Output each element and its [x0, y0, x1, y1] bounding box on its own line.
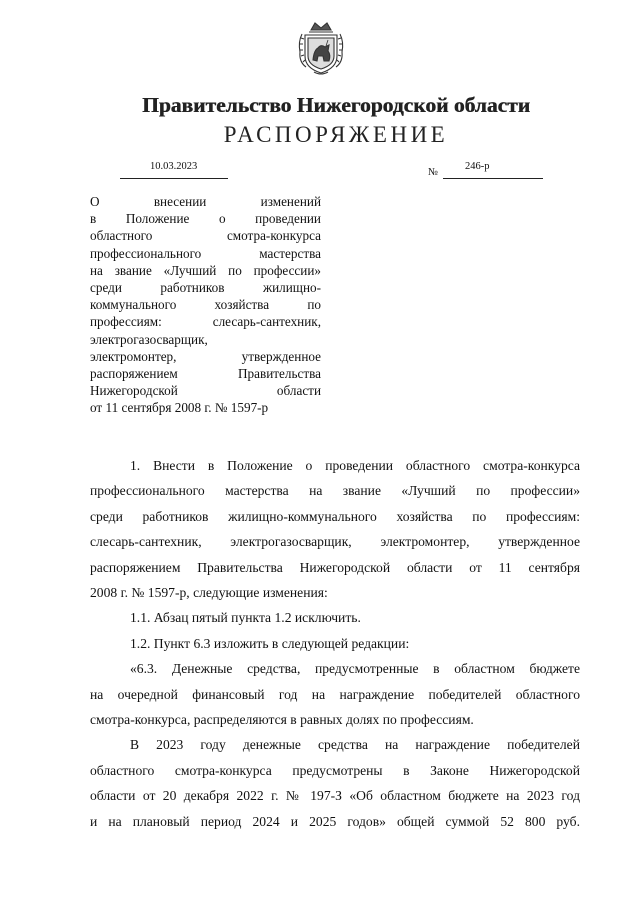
- paragraph-6-3: [90, 656, 580, 732]
- text-line: слесарь-сантехник, электрогазосварщик, электромонтер, утвержденное: [90, 534, 580, 550]
- subject-line: Нижегородской области: [90, 383, 321, 399]
- subject-line: от 11 сентября 2008 г. № 1597-р: [90, 400, 269, 416]
- subject-line: распоряжением Правительства: [90, 366, 321, 382]
- document-number: [443, 161, 543, 181]
- document-body: [90, 453, 580, 834]
- subject-line: в Положение о проведении: [90, 211, 321, 227]
- text-line: и на плановый период 2024 и 2025 годов» общей суммой 52 800 руб.: [90, 813, 580, 829]
- text-line: профессионального мастерства на звание «Лучший по профессии»: [90, 483, 580, 499]
- text-line: 1. Внести в Положение о проведении областного смотра-конкурса: [130, 458, 580, 473]
- paragraph-1: [90, 453, 580, 605]
- subject-line: О внесении изменений: [90, 194, 321, 209]
- paragraph-2023-funds: [90, 732, 580, 834]
- text-line: 2008 г. № 1597-р, следующие изменения:: [90, 585, 328, 601]
- document-date: [120, 161, 228, 181]
- date-value: 10.03.2023: [150, 161, 198, 172]
- number-value: 246-р: [465, 161, 490, 172]
- subject-line: коммунального хозяйства по: [90, 297, 321, 313]
- text-line: среди работников жилищно-коммунального хозяйства по профессиям:: [90, 508, 580, 524]
- subject-line: электромонтер, утвержденное: [90, 348, 321, 364]
- government-name: Правительство Нижегородской области: [142, 93, 530, 117]
- date-underline: [120, 178, 228, 179]
- subject-line: на звание «Лучший по профессии»: [90, 262, 321, 278]
- paragraph-1-1: 1.1. Абзац пятый пункта 1.2 исключить.: [130, 610, 361, 626]
- text-line: смотра-конкурса, распределяются в равных долях по профессиям.: [90, 712, 474, 728]
- document-subject: [90, 193, 321, 417]
- subject-line: профессионального мастерства: [90, 245, 321, 261]
- text-line: «6.3. Денежные средства, предусмотренные в областном бюджете: [130, 661, 580, 677]
- paragraph-1-2: 1.2. Пункт 6.3 изложить в следующей редакции:: [130, 635, 410, 651]
- subject-line: среди работников жилищно-: [90, 280, 321, 296]
- text-line: В 2023 году денежные средства на награждение победителей: [130, 737, 580, 753]
- coat-of-arms-icon: [296, 20, 346, 76]
- text-line: распоряжением Правительства Нижегородской области от 11 сентября: [90, 559, 580, 575]
- text-line: области от 20 декабря 2022 г. № 197-З «Об областном бюджете на 2023 год: [90, 788, 580, 804]
- subject-line: профессиям: слесарь-сантехник,: [90, 314, 321, 330]
- number-sign: №: [428, 167, 439, 178]
- text-line: на очередной финансовый год на награждение победителей областного: [90, 686, 580, 702]
- subject-line: областного смотра-конкурса: [90, 228, 321, 244]
- text-line: областного смотра-конкурса предусмотрены в Законе Нижегородской: [90, 762, 580, 778]
- document-type: РАСПОРЯЖЕНИЕ: [223, 122, 449, 147]
- subject-line: электрогазосварщик,: [90, 331, 208, 347]
- number-underline: [443, 178, 543, 179]
